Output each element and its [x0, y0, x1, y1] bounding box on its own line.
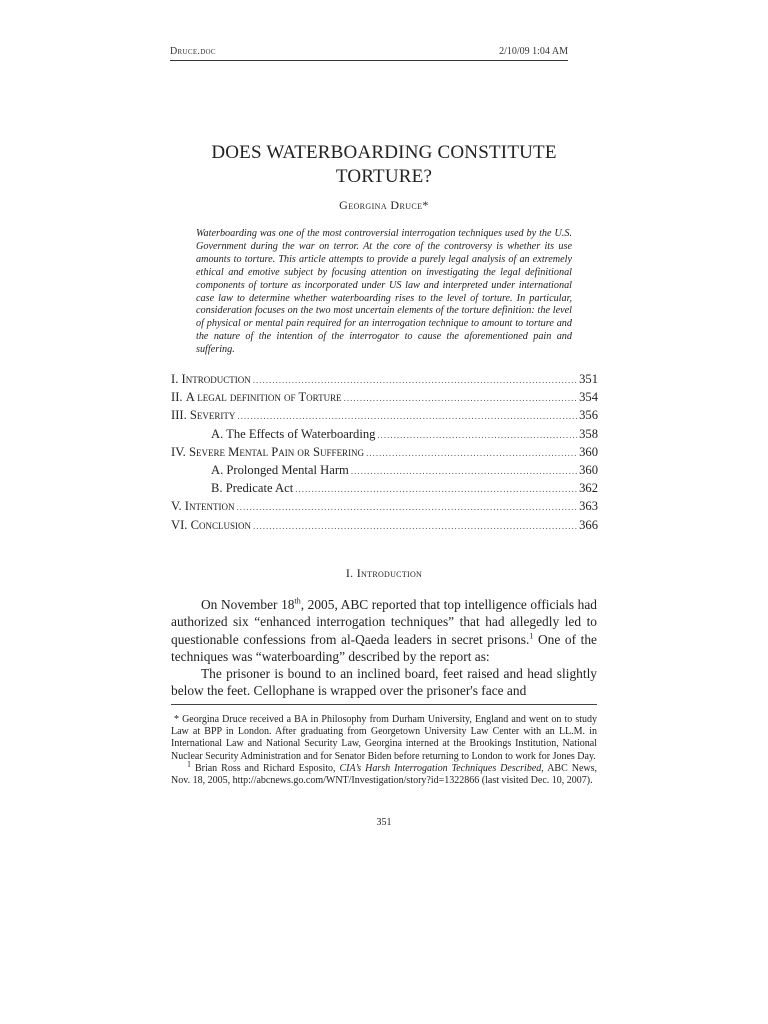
body-text-run: On November 18	[201, 597, 295, 612]
toc-entry-number: A.	[211, 426, 224, 441]
toc-entry-title: Severity	[189, 408, 236, 423]
footnote-rule	[171, 704, 597, 705]
toc-entry-title: The Effects of Waterboarding	[226, 426, 376, 441]
toc-leader-dots	[253, 518, 577, 535]
toc-leader-dots	[366, 445, 577, 462]
toc-entry-title: Predicate Act	[225, 481, 294, 496]
toc-entry-label	[211, 426, 375, 443]
toc-entry	[171, 480, 598, 498]
toc-entry-title: Conclusion	[190, 517, 251, 532]
toc-entry-title: Severe Mental Pain or Suffering	[188, 444, 365, 459]
toc-entry-title: Intention	[184, 499, 235, 514]
article-abstract: Waterboarding was one of the most controversial interrogation techniques used by the U.S. Government during the war on terror. At the core of the controversy is whether its use amounts to torture. This article attempts to provide a purely legal analysis of an extremely ethical and emotive subject by focusing attention on investigating the legal definitional components of torture as incorporated under US law and interpreted under international case law to determine whether waterboarding rises to the level of torture. In particular, consideration focuses on the two most uncertain elements of the torture definition: the level of physical or mental pain required for an interrogation technique to amount to torture and the nature of the intention of the interrogator to cause the aforementioned pain and suffering.	[196, 228, 572, 356]
toc-leader-dots	[236, 499, 577, 516]
toc-entry-number: III.	[171, 408, 187, 423]
footnote-1	[171, 759, 597, 787]
toc-entry-page: 360	[579, 444, 598, 459]
table-of-contents	[171, 371, 598, 535]
footnote-ref: 1	[529, 631, 534, 641]
toc-entry-label	[171, 498, 234, 515]
toc-entry	[171, 517, 598, 535]
toc-entry	[171, 407, 598, 425]
toc-leader-dots	[377, 427, 577, 444]
section-heading: I. Introduction	[345, 566, 423, 580]
toc-entry-title: A legal definition of Torture	[185, 390, 342, 405]
body-text-run: , 2005, ABC reported that top intelligence officials had authorized six “enhanced interrogation techniques” that had allegedly led to questionable confessions from al-Qaeda leaders in secret prisons.	[171, 597, 597, 647]
body-paragraph: The prisoner is bound to an inclined board, feet raised and head slightly below the feet. Cellophane is wrapped over the prisoner's face and	[171, 666, 597, 699]
toc-entry-label	[171, 371, 251, 388]
toc-entry	[171, 371, 598, 389]
toc-leader-dots	[295, 481, 577, 498]
toc-entry-label	[171, 389, 342, 406]
toc-entry-number: II.	[171, 390, 183, 405]
toc-entry-title: Prolonged Mental Harm	[226, 463, 349, 478]
toc-entry-label	[171, 444, 364, 461]
toc-entry	[171, 498, 598, 516]
footnote-number: 1	[187, 759, 191, 769]
body-text-run: One of the techniques was “waterboarding” described by the report as:	[171, 631, 598, 664]
toc-entry-page: 363	[579, 499, 598, 514]
toc-entry	[171, 444, 598, 462]
toc-entry-page: 351	[579, 372, 598, 386]
toc-entry-label	[211, 480, 293, 497]
toc-entry-page: 354	[579, 390, 598, 405]
toc-entry-page: 356	[579, 408, 598, 423]
toc-entry-number: I.	[171, 372, 179, 386]
toc-entry-page: 358	[579, 426, 598, 441]
body-text	[171, 596, 597, 700]
toc-entry	[171, 462, 598, 480]
toc-entry-label	[171, 517, 251, 534]
running-head-filename: Druce.doc	[170, 46, 216, 57]
toc-entry-page: 360	[579, 463, 598, 478]
toc-entry-number: IV.	[171, 444, 186, 459]
toc-leader-dots	[344, 390, 578, 407]
running-head-timestamp: 2/10/09 1:04 AM	[499, 46, 568, 57]
toc-leader-dots	[237, 408, 577, 425]
page-number: 351	[376, 817, 392, 828]
toc-entry-label	[211, 462, 349, 479]
body-paragraph	[171, 596, 597, 665]
toc-entry-page: 366	[579, 517, 598, 532]
author-footnote: * Georgina Druce received a BA in Philosophy from Durham University, England and went on to study Law at BPP in London. After graduating from Georgetown University Law Center with an LL.M. in International Law and National Security Law, Georgina interned at the Brookings Institution, National Nuclear Security Administration and for Senator Biden before returning to London to work for Jones Day.	[171, 714, 597, 762]
toc-entry-number: V.	[171, 499, 182, 514]
toc-entry-label	[171, 407, 235, 424]
toc-leader-dots	[351, 463, 577, 480]
toc-entry	[171, 426, 598, 444]
article-author: Georgina Druce*	[339, 198, 429, 212]
toc-entry-page: 362	[579, 481, 598, 496]
footnotes	[171, 714, 597, 787]
footnote-text: , ABC News, Nov. 18, 2005, http://abcnews.go.com/WNT/Investigation/story?id=1322866 (last visited Dec. 10, 2007).	[171, 762, 597, 787]
toc-leader-dots	[253, 372, 577, 389]
toc-entry-title: Introduction	[181, 372, 251, 386]
toc-entry-number: VI.	[171, 517, 188, 532]
toc-entry-number: B.	[211, 481, 223, 496]
footnote-cited-title: CIA’s Harsh Interrogation Techniques Described	[339, 762, 542, 774]
header-rule	[170, 60, 568, 61]
ordinal-superscript: th	[294, 596, 301, 606]
article-title: DOES WATERBOARDING CONSTITUTE TORTURE?	[211, 142, 557, 187]
footnote-text: Brian Ross and Richard Esposito,	[191, 762, 340, 774]
toc-entry-number: A.	[211, 463, 224, 478]
toc-entry	[171, 389, 598, 407]
